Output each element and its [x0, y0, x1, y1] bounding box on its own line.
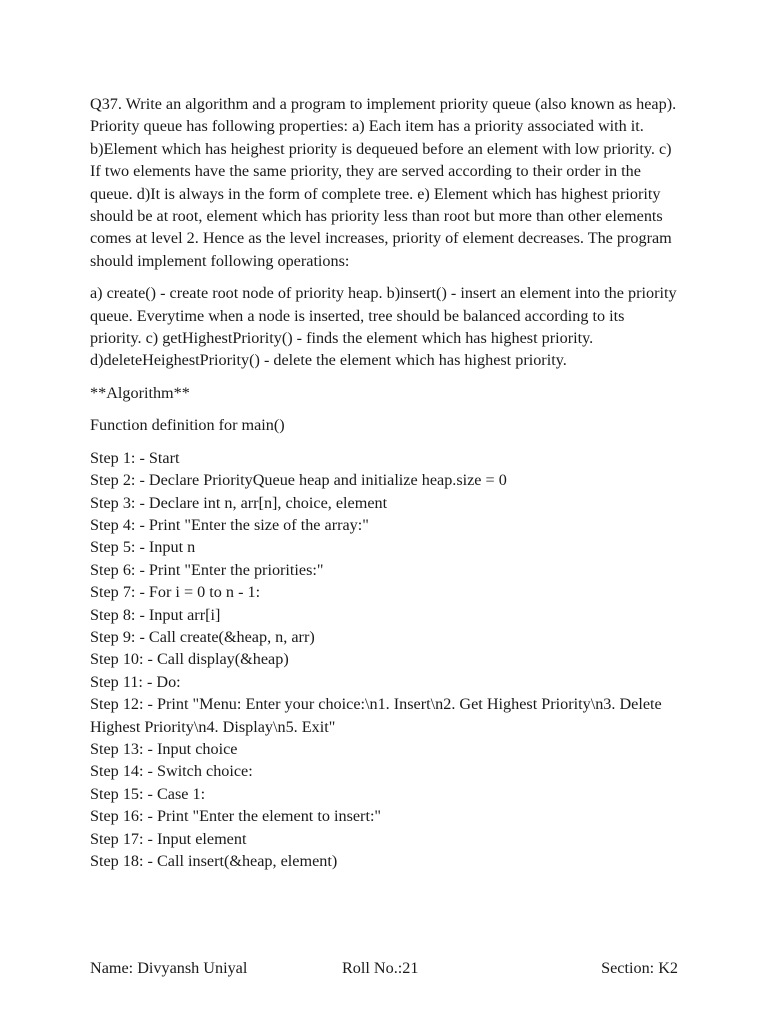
- step-item: Step 12: - Print "Menu: Enter your choice:\n1. Insert\n2. Get Highest Priority\n3. Delete Highest Priority\n4. Display\n5. Exit": [90, 695, 662, 736]
- step-item: Step 4: - Print "Enter the size of the array:": [90, 515, 369, 534]
- step-item: Step 13: - Input choice: [90, 739, 238, 758]
- function-definition: Function definition for main(): [90, 416, 285, 435]
- question-paragraph: Q37. Write an algorithm and a program to implement priority queue (also known as heap). Priority queue has following properties: a) Each item has a priority associated with it. b)Element which has heighest priority is dequeued before an element with low priority. c) If two elements have the same priority, they are served according to their order in the queue. d)It is always in the form of complete tree. e) Element which has highest priority should be at root, element which has priority less than root but more than other elements comes at level 2. Hence as the level increases, priority of element decreases. The program should implement following operations:: [90, 95, 677, 270]
- step-item: Step 2: - Declare PriorityQueue heap and initialize heap.size = 0: [90, 471, 507, 490]
- footer-section: Section: K2: [601, 959, 678, 977]
- step-item: Step 9: - Call create(&heap, n, arr): [90, 627, 315, 646]
- step-item: Step 7: - For i = 0 to n - 1:: [90, 583, 261, 602]
- step-item: Step 1: - Start: [90, 448, 180, 467]
- step-item: Step 15: - Case 1:: [90, 784, 206, 803]
- step-item: Step 11: - Do:: [90, 672, 181, 691]
- document-body: [90, 93, 680, 872]
- step-item: Step 8: - Input arr[i]: [90, 605, 221, 624]
- step-item: Step 14: - Switch choice:: [90, 762, 253, 781]
- step-item: Step 18: - Call insert(&heap, element): [90, 852, 338, 870]
- step-item: Step 17: - Input element: [90, 829, 247, 848]
- step-item: Step 5: - Input n: [90, 538, 196, 557]
- footer-name: Name: Divyansh Uniyal: [90, 959, 248, 977]
- step-item: Step 16: - Print "Enter the element to insert:": [90, 807, 382, 826]
- step-item: Step 6: - Print "Enter the priorities:": [90, 560, 324, 579]
- algorithm-heading: **Algorithm**: [90, 383, 190, 402]
- algorithm-steps: [90, 447, 680, 873]
- step-item: Step 3: - Declare int n, arr[n], choice, element: [90, 493, 388, 512]
- page-footer: [90, 957, 680, 981]
- step-item: Step 10: - Call display(&heap): [90, 650, 289, 669]
- footer-roll-number: Roll No.:21: [342, 959, 419, 977]
- operations-paragraph: a) create() - create root node of priority heap. b)insert() - insert an element into the priority queue. Everytime when a node is inserted, tree should be balanced according to its priority. c) getHighestPriority() - finds the element which has highest priority. d)deleteHeighestPriority() - delete the element which has highest priority.: [90, 284, 677, 370]
